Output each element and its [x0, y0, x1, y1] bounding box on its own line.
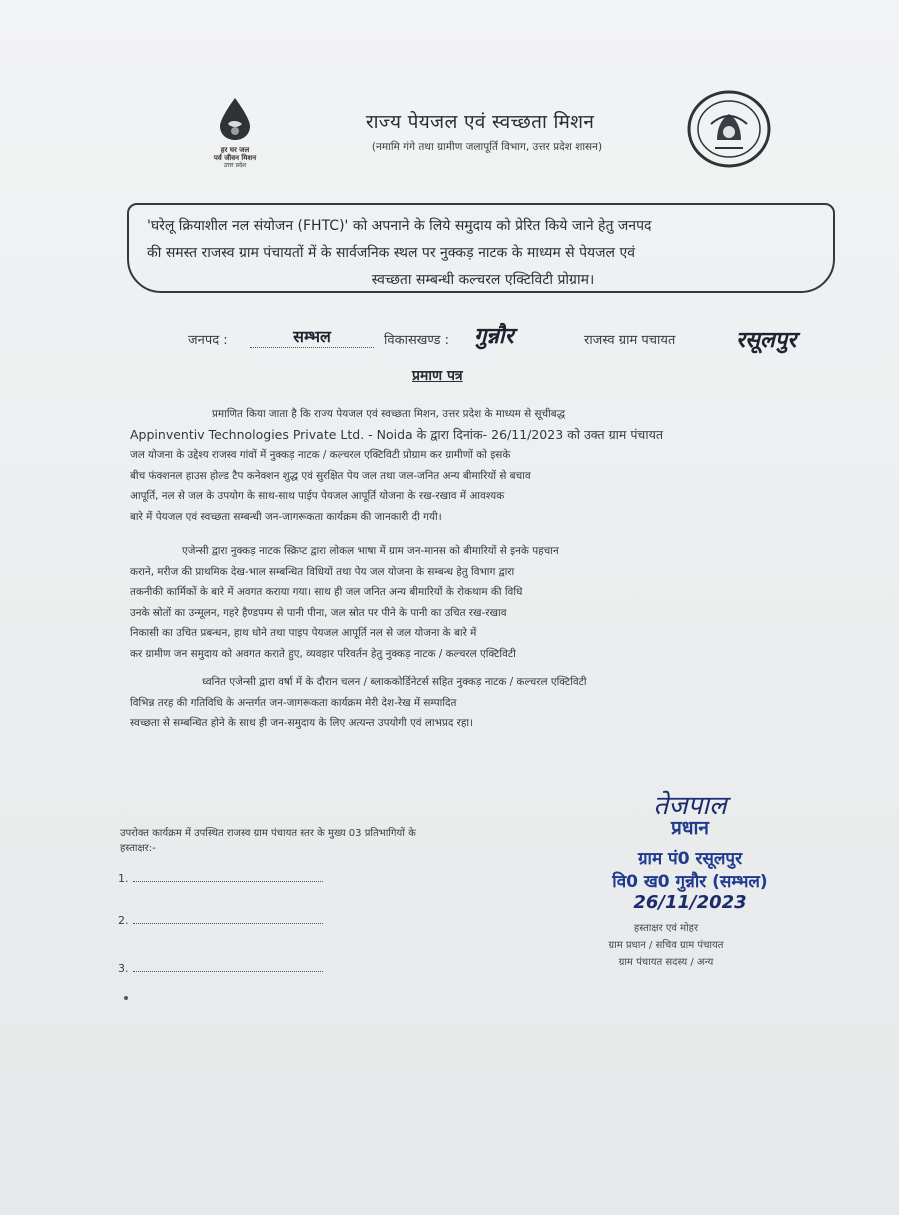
- signature-line-1-number: 1.: [118, 872, 129, 885]
- logo-tagline-3: उत्तर प्रदेश: [223, 162, 247, 169]
- participants-note-line-1: उपरोक्त कार्यक्रम में उपस्थित राजस्व ग्राम पंचायत स्तर के मुख्य 03 प्रतिभागियों के: [120, 828, 416, 839]
- participants-note: [120, 826, 540, 856]
- paragraph-2-line-3: तकनीकी कार्मिकों के बारे में अवगत कराया गया। साथ ही जल जनित अन्य बीमारियों के रोकथाम की विधि: [130, 586, 523, 599]
- stamp-village: ग्राम पं0 रसूलपुर: [637, 849, 743, 869]
- water-drop-icon: [216, 96, 254, 142]
- sign-caption-line-3: ग्राम पंचायत सदस्य / अन्य: [618, 957, 714, 968]
- sign-caption: [566, 920, 766, 971]
- sign-caption-line-2: ग्राम प्रधान / सचिव ग्राम पंचायत: [608, 940, 724, 951]
- panchayat-label: राजस्व ग्राम पचायत: [584, 333, 676, 348]
- paragraph-3: [130, 672, 830, 734]
- participants-note-line-2: हस्ताक्षर:-: [120, 843, 156, 854]
- paragraph-1-line-1: प्रमाणित किया जाता है कि राज्य पेयजल एवं स्वच्छता मिशन, उत्तर प्रदेश के माध्यम से सूचीबद्ध: [212, 408, 565, 420]
- sign-caption-line-1: हस्ताक्षर एवं मोहर: [633, 923, 699, 934]
- stray-mark: [124, 996, 128, 1000]
- program-title-line-1: 'घरेलू क्रियाशील नल संयोजन (FHTC)' को अपनाने के लिये समुदाय को प्रेरित किये जाने हेतु जनपद: [147, 218, 652, 234]
- jal-jeevan-mission-logo: [200, 96, 270, 176]
- location-fields: [188, 322, 848, 362]
- signature-line-3: [118, 962, 323, 975]
- district-value-text: सम्भल: [293, 327, 331, 346]
- certificate-heading: प्रमाण पत्र: [412, 368, 463, 384]
- paragraph-2: [130, 541, 830, 665]
- pradhan-stamp: [565, 786, 815, 913]
- mission-title: राज्य पेयजल एवं स्वच्छता मिशन: [365, 111, 595, 133]
- stamp-date: 26/11/2023: [633, 892, 747, 913]
- program-title-line-2: की समस्त राजस्व ग्राम पंचायतों में के सार्वजनिक स्थल पर नुक्कड़ नाटक के माध्यम से पेयजल एवं: [147, 245, 636, 261]
- paragraph-2-line-4: उनके स्रोतों का उन्मूलन, गहरे हैण्डपम्प से पानी पीना, जल स्रोत पर पीने के पानी का उचित रख-रखाव: [130, 606, 507, 619]
- up-government-seal-icon: [687, 90, 771, 168]
- paragraph-2-line-6: कर ग्रामीण जन समुदाय को अवगत कराते हुए, व्यवहार परिवर्तन हेतु नुक्कड़ नाटक / कल्चरल एक्टिविटी: [130, 647, 516, 660]
- mission-subtitle: (नमामि गंगे तथा ग्रामीण जलापूर्ति विभाग, उत्तर प्रदेश शासन): [371, 141, 603, 153]
- paragraph-3-line-1: ध्वनित एजेन्सी द्वारा वर्षा में के दौरान चलन / ब्लाककोर्डिनेटर्स सहित नुक्कड़ नाटक / कल्चरल एक्टिविटी: [202, 676, 587, 688]
- district-label: जनपद :: [188, 333, 228, 348]
- pradhan-signature: तेजपाल: [653, 791, 727, 821]
- signature-line-1: [118, 872, 323, 885]
- block-value: गुन्नौर: [474, 323, 514, 349]
- signature-line-2-blank: [133, 923, 323, 924]
- logo-tagline-1: हर घर जल: [220, 146, 250, 154]
- signature-line-3-number: 3.: [118, 962, 129, 975]
- stamp-designation: प्रधान: [671, 817, 709, 839]
- paragraph-2-line-1: एजेन्सी द्वारा नुक्कड़ नाटक स्क्रिप्ट द्वारा लोकल भाषा में ग्राम जन-मानस को बीमारियों से इनके पहचान: [182, 545, 559, 557]
- paragraph-1-line-3: जल योजना के उद्देश्य राजस्व गांवों में नुक्कड़ नाटक / कल्चरल एक्टिविटी प्रोग्राम कर ग्रामीणों को इसके: [130, 449, 511, 462]
- signature-line-1-blank: [133, 881, 323, 882]
- logo-tagline-2: पर्व जीवन मिशन: [213, 154, 257, 162]
- signature-line-3-blank: [133, 971, 323, 972]
- paragraph-2-line-2: कराने, मरीज की प्राथमिक देख-भाल सम्बन्धित विधियों तथा पेय जल योजना के सम्बन्ध हेतु विभाग द्वारा: [130, 565, 515, 578]
- program-title-box: [127, 203, 835, 293]
- paragraph-1-line-6: बारे में पेयजल एवं स्वच्छता सम्बन्धी जन-जागरूकता कार्यक्रम की जानकारी दी गयी।: [130, 510, 442, 523]
- paragraph-3-line-3: स्वच्छता से सम्बन्धित होने के साथ ही जन-समुदाय के लिए अत्यन्त उपयोगी एवं लाभप्रद रहा।: [130, 717, 474, 730]
- program-title-line-3: स्वच्छता सम्बन्धी कल्चरल एक्टिविटी प्रोग्राम।: [371, 272, 595, 288]
- district-value: [250, 325, 374, 348]
- paragraph-1-line-5: आपूर्ति, नल से जल के उपयोग के साथ-साथ पाईप पेयजल आपूर्ति योजना के रख-रखाव में आवश्यक: [130, 490, 505, 503]
- block-label: विकासखण्ड :: [384, 333, 450, 348]
- paragraph-1-line-4: बीच फंक्शनल हाउस होल्ड टैप कनेक्शन शुद्ध एवं सुरक्षित पेय जल तथा जल-जनित अन्य बीमारियों से बचाव: [130, 469, 531, 482]
- stamp-block: वि0 ख0 गुन्नौर (सम्भल): [612, 872, 768, 892]
- paragraph-3-line-2: विभिन्न तरह की गतिविधि के अन्तर्गत जन-जागरूकता कार्यक्रम मेरी देश-रेख में सम्पादित: [130, 696, 457, 709]
- paragraph-2-line-5: निकासी का उचित प्रबन्धन, हाथ धोने तथा पाइप पेयजल आपूर्ति नल से जल योजना के बारे में: [130, 627, 477, 640]
- paragraph-1: [130, 404, 830, 528]
- signature-line-2-number: 2.: [118, 914, 129, 927]
- paragraph-1-line-2: Appinventiv Technologies Private Ltd. - Noida के द्वारा दिनांक- 26/11/2023 को उक्त ग्राम पंचायत: [130, 426, 663, 442]
- signature-line-2: [118, 914, 323, 927]
- panchayat-value: रसूलपुर: [736, 327, 797, 353]
